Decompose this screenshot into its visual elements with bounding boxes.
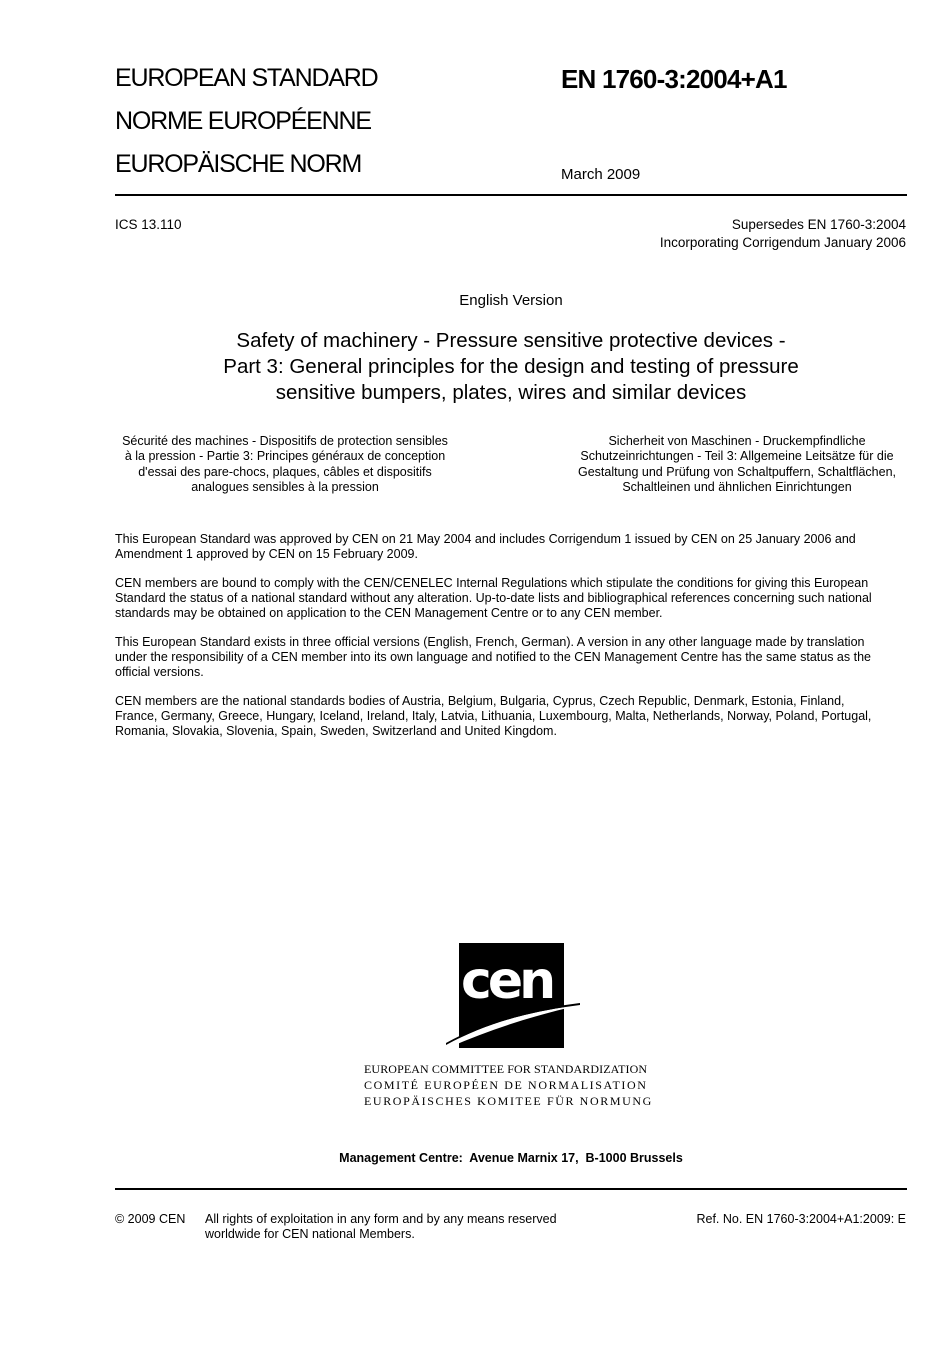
paragraph-line: France, Germany, Greece, Hungary, Iceland, Ireland, Italy, Latvia, Lithuania, Luxembourg, Malta, Netherlands, Norway, Poland, Portugal, (115, 709, 872, 723)
committee-name-german: EUROPÄISCHES KOMITEE FÜR NORMUNG (364, 1094, 653, 1108)
title-german (565, 434, 909, 495)
paragraph-line: official versions. (115, 665, 204, 679)
title-line: sensitive bumpers, plates, wires and similar devices (275, 381, 747, 404)
cen-logo (446, 943, 580, 1048)
compliance-paragraph (115, 576, 907, 621)
paragraph-line: standards may be obtained on application to the CEN Management Centre or to any CEN member. (115, 606, 663, 620)
reference-number: Ref. No. EN 1760-3:2004+A1:2009: E (696, 1212, 906, 1226)
paragraph-line: CEN members are bound to comply with the CEN/CENELEC Internal Regulations which stipulate the conditions for giving this European (115, 576, 869, 590)
paragraph-line: Romania, Slovakia, Slovenia, Spain, Sweden, Switzerland and United Kingdom. (115, 724, 557, 738)
supersedes-note: Supersedes EN 1760-3:2004 (731, 217, 906, 232)
title-french-line: Sécurité des machines - Dispositifs de protection sensibles (122, 434, 448, 448)
title-german-line: Schutzeinrichtungen - Teil 3: Allgemeine Leitsätze für die (580, 449, 894, 464)
footer-divider (115, 1188, 907, 1190)
approval-paragraph (115, 532, 907, 562)
paragraph-line: Standard the status of a national standard without any alteration. Up-to-date lists and bibliographical references concerning such national (115, 591, 872, 605)
paragraph-line: This European Standard exists in three official versions (English, French, German). A version in any other language made by translation (115, 635, 865, 649)
paragraph-line: This European Standard was approved by CEN on 21 May 2004 and includes Corrigendum 1 issued by CEN on 25 January 2006 and (115, 532, 856, 546)
versions-paragraph (115, 635, 907, 680)
header-divider (115, 194, 907, 196)
paragraph-line: Amendment 1 approved by CEN on 15 February 2009. (115, 547, 418, 561)
title-german-line: Sicherheit von Maschinen - Druckempfindliche (608, 434, 866, 448)
paragraph-line: CEN members are the national standards bodies of Austria, Belgium, Bulgaria, Cyprus, Czech Republic, Denmark, Estonia, Finland, (115, 694, 845, 708)
corrigendum-note: Incorporating Corrigendum January 2006 (659, 235, 906, 250)
standard-name-english: EUROPEAN STANDARD (115, 64, 378, 92)
committee-name-english: EUROPEAN COMMITTEE FOR STANDARDIZATION (364, 1062, 648, 1076)
svg-text:cen: cen (461, 951, 553, 1011)
title-french-line: analogues sensibles à la pression (191, 479, 379, 494)
language-version: English Version (459, 292, 563, 309)
standard-name-german: EUROPÄISCHE NORM (115, 150, 362, 178)
rights-line: worldwide for CEN national Members. (205, 1227, 415, 1241)
copyright: © 2009 CEN (115, 1212, 186, 1226)
paragraph-line: under the responsibility of a CEN member into its own language and notified to the CEN Management Centre has the same status as the (115, 650, 871, 664)
document-number: EN 1760-3:2004+A1 (561, 64, 787, 94)
rights-statement (205, 1212, 557, 1242)
title-german-line: Schaltleinen und ähnlichen Einrichtungen (622, 479, 852, 494)
committee-name-french: COMITÉ EUROPÉEN DE NORMALISATION (364, 1078, 648, 1092)
rights-line: All rights of exploitation in any form and by any means reserved (205, 1212, 557, 1226)
members-paragraph (115, 694, 907, 739)
ics-code: ICS 13.110 (115, 217, 182, 232)
title-line: Part 3: General principles for the design and testing of pressure (223, 355, 799, 378)
title-german-line: Gestaltung und Prüfung von Schaltpuffern, Schaltflächen, (577, 464, 897, 479)
title-french-line: à la pression - Partie 3: Principes généraux de conception (124, 449, 446, 464)
management-centre-address: Management Centre: Avenue Marnix 17, B-1000 Brussels (339, 1151, 683, 1165)
title-french-line: d'essai des pare-chocs, plaques, câbles et dispositifs (138, 464, 432, 479)
publication-date: March 2009 (561, 166, 641, 183)
standard-name-french: NORME EUROPÉENNE (115, 107, 371, 135)
document-title (115, 328, 907, 406)
title-line: Safety of machinery - Pressure sensitive protective devices - (236, 329, 786, 352)
title-french (115, 434, 455, 495)
